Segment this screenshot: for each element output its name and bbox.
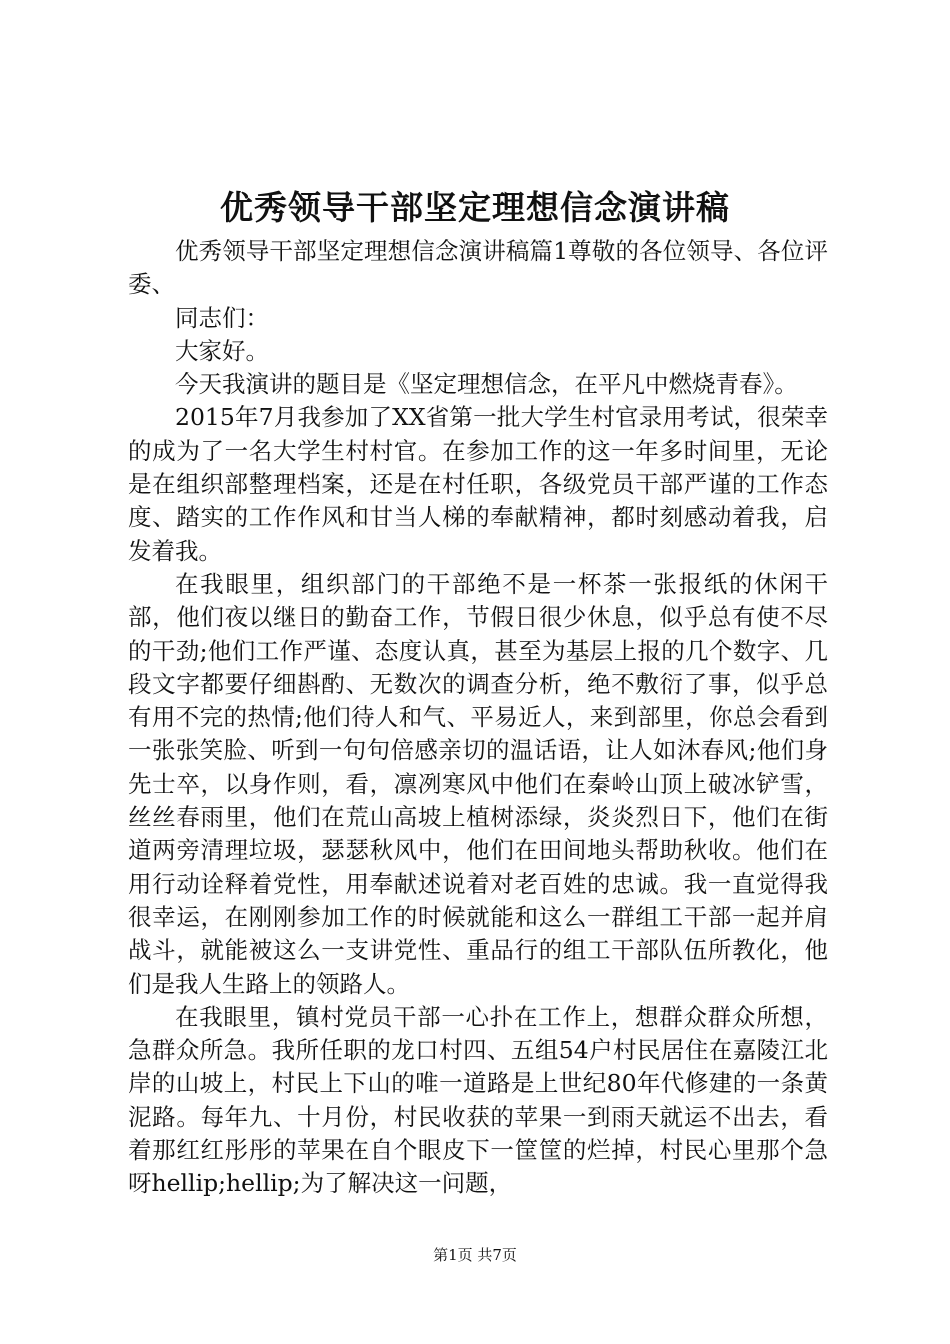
document-title: 优秀领导干部坚定理想信念演讲稿 [220, 188, 730, 227]
paragraph-4: 今天我演讲的题目是《坚定理想信念，在平凡中燃烧青春》。 [175, 370, 798, 399]
paragraph-1: 优秀领导干部坚定理想信念演讲稿篇1尊敬的各位领导、各位评委、 [128, 237, 828, 299]
paragraph-3: 大家好。 [175, 336, 269, 365]
paragraph-2: 同志们： [175, 303, 269, 332]
page-footer: 第1页 共7页 [433, 1246, 517, 1264]
paragraph-6: 在我眼里，组织部门的干部绝不是一杯茶一张报纸的休闲干部，他们夜以继日的勤奋工作，节假日很少休息，似乎总有使不尽的干劲;他们工作严谨、态度认真，甚至为基层上报的几个数字、几段文字都要仔细斟酌、无数次的调查分析，绝不敷衍了事，似乎总有用不完的热情;他们待人和气、平易近人，来到部里，你总会看到一张张笑脸、听到一句句倍感亲切的温话语，让人如沐春风;他们身先士卒，以身作则，看，凛冽寒风中他们在秦岭山顶上破冰铲雪，丝丝春雨里，他们在荒山高坡上植树添绿，炎炎烈日下，他们在街道两旁清理垃圾，瑟瑟秋风中，他们在田间地头帮助秋收。他们在用行动诠释着党性，用奉献述说着对老百姓的忠诚。我一直觉得我很幸运，在刚刚参加工作的时候就能和这么一群组工干部一起并肩战斗，就能被这么一支讲党性、重品行的组工干部队伍所教化，他们是我人生路上的领路人。 [128, 569, 828, 998]
document-body [128, 235, 828, 1201]
paragraph-7: 在我眼里，镇村党员干部一心扑在工作上，想群众群众所想，急群众所急。我所任职的龙口村四、五组54户村民居住在嘉陵江北岸的山坡上，村民上下山的唯一道路是上世纪80年代修建的一条黄泥路。每年九、十月份，村民收获的苹果一到雨天就运不出去，看着那红红彤彤的苹果在自个眼皮下一筐筐的烂掉，村民心里那个急呀hellip;hellip;为了解决这一问题， [128, 1002, 828, 1198]
paragraph-5: 2015年7月我参加了XX省第一批大学生村官录用考试，很荣幸的成为了一名大学生村村官。在参加工作的这一年多时间里，无论是在组织部整理档案，还是在村任职，各级党员干部严谨的工作态度、踏实的工作作风和甘当人梯的奉献精神，都时刻感动着我，启发着我。 [128, 403, 828, 565]
